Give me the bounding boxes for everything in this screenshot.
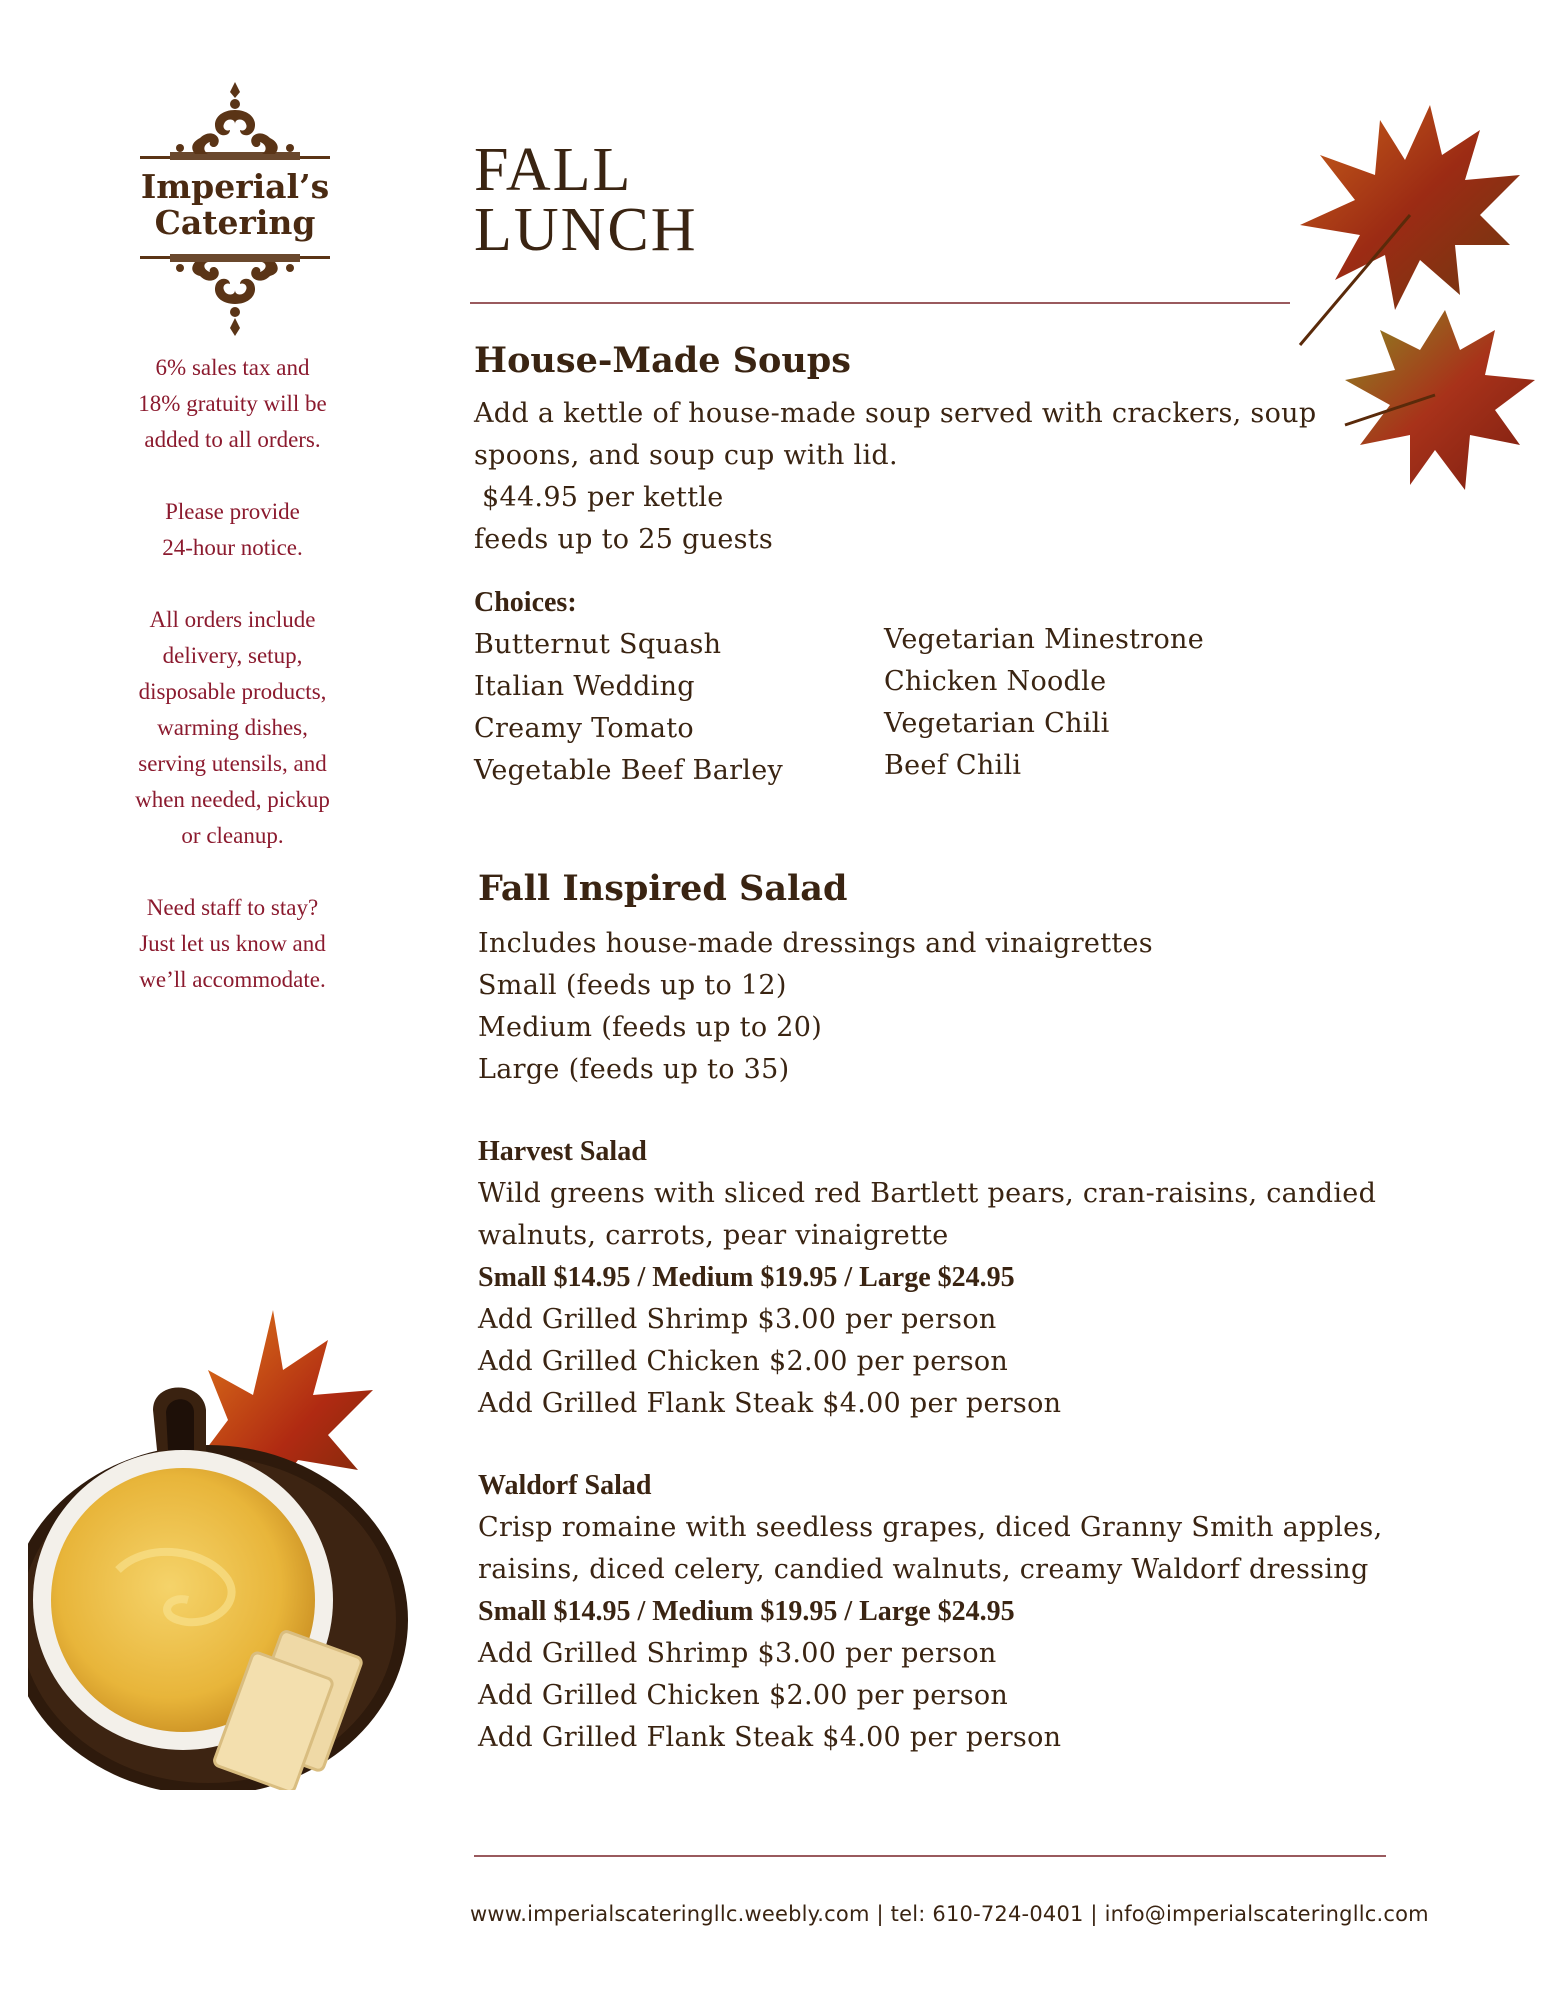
note-tax: 6% sales tax and 18% gratuity will be added to all orders. — [138, 355, 327, 452]
ornament-top-icon — [140, 80, 330, 170]
title-line-2: LUNCH — [474, 196, 698, 264]
list-item: Add Grilled Flank Steak $4.00 per person — [478, 1388, 1062, 1419]
list-item: Vegetarian Chili — [884, 708, 1110, 739]
logo — [120, 80, 350, 340]
waldorf-salad-name: Waldorf Salad — [478, 1470, 652, 1501]
waldorf-salad: Waldorf Salad Crisp romaine with seedless grapes, diced Granny Smith apples, raisins, diced celery, candied walnuts, creamy Waldorf dressing Small $14.95 / Medium $19.95 / Large $24.95 Add Grilled Shrimp $3.00 per person Add Grilled Chicken $2.00 per person Add Grilled Flank Steak $4.00 per person — [478, 1465, 1382, 1759]
harvest-salad-name: Harvest Salad — [478, 1136, 647, 1167]
ornament-bottom-icon — [140, 248, 330, 338]
choices-left-list — [474, 624, 783, 792]
waldorf-salad-prices: Small $14.95 / Medium $19.95 / Large $24.95 — [478, 1596, 1015, 1627]
logo-line-2: Catering — [154, 203, 316, 242]
list-item: Add Grilled Flank Steak $4.00 per person — [478, 1722, 1062, 1753]
soups-description-2: spoons, and soup cup with lid. — [474, 440, 898, 471]
list-item: Creamy Tomato — [474, 713, 694, 744]
page-title — [474, 136, 698, 264]
list-item: Beef Chili — [884, 750, 1022, 781]
harvest-salad-prices: Small $14.95 / Medium $19.95 / Large $24.95 — [478, 1262, 1015, 1293]
logo-line-1: Imperial’s — [140, 167, 330, 206]
list-item: Add Grilled Shrimp $3.00 per person — [478, 1638, 997, 1669]
soups-price: $44.95 per kettle — [482, 482, 724, 513]
choices-right-list — [884, 619, 1204, 787]
soups-feeds: feeds up to 25 guests — [474, 524, 774, 555]
note-include: All orders include delivery, setup, disposable products, warming dishes, serving utensils, and when needed, pickup or cleanup. — [135, 607, 330, 848]
list-item: Vegetarian Minestrone — [884, 624, 1205, 655]
footer-divider — [474, 1855, 1386, 1857]
footer-contact[interactable]: www.imperialscateringllc.weebly.com | tel: 610-724-0401 | info@imperialscateringllc.com — [470, 1902, 1429, 1926]
list-item: Add Grilled Chicken $2.00 per person — [478, 1680, 1009, 1711]
list-item: Add Grilled Shrimp $3.00 per person — [478, 1304, 997, 1335]
harvest-salad: Harvest Salad Wild greens with sliced red Bartlett pears, cran-raisins, candied walnuts, carrots, pear vinaigrette Small $14.95 / Medium $19.95 / Large $24.95 Add Grilled Shrimp $3.00 per person Add Grilled Chicken $2.00 per person Add Grilled Flank Steak $4.00 per person — [478, 1131, 1376, 1425]
list-item: Vegetable Beef Barley — [474, 755, 784, 786]
list-item: Italian Wedding — [474, 671, 695, 702]
note-staff: Need staff to stay? Just let us know and we’ll accommodate. — [139, 895, 326, 992]
title-divider — [470, 302, 1290, 304]
list-item: Butternut Squash — [474, 629, 722, 660]
soup-bowl-icon — [28, 1300, 448, 1790]
sidebar-notes — [100, 350, 365, 1034]
list-item: Chicken Noodle — [884, 666, 1107, 697]
salad-heading: Fall Inspired Salad — [478, 868, 848, 909]
title-line-1: FALL — [474, 136, 633, 204]
list-item: Add Grilled Chicken $2.00 per person — [478, 1346, 1009, 1377]
choices-label: Choices: — [474, 587, 577, 618]
note-notice: Please provide 24-hour notice. — [162, 499, 303, 560]
soups-heading: House-Made Soups — [474, 340, 851, 381]
soups-details — [474, 393, 1354, 561]
soups-description-1: Add a kettle of house-made soup served with crackers, soup — [474, 398, 1317, 429]
salad-intro: Includes house-made dressings and vinaigrettes Small (feeds up to 12) Medium (feeds up to 20) Large (feeds up to 35) — [478, 928, 1153, 1085]
